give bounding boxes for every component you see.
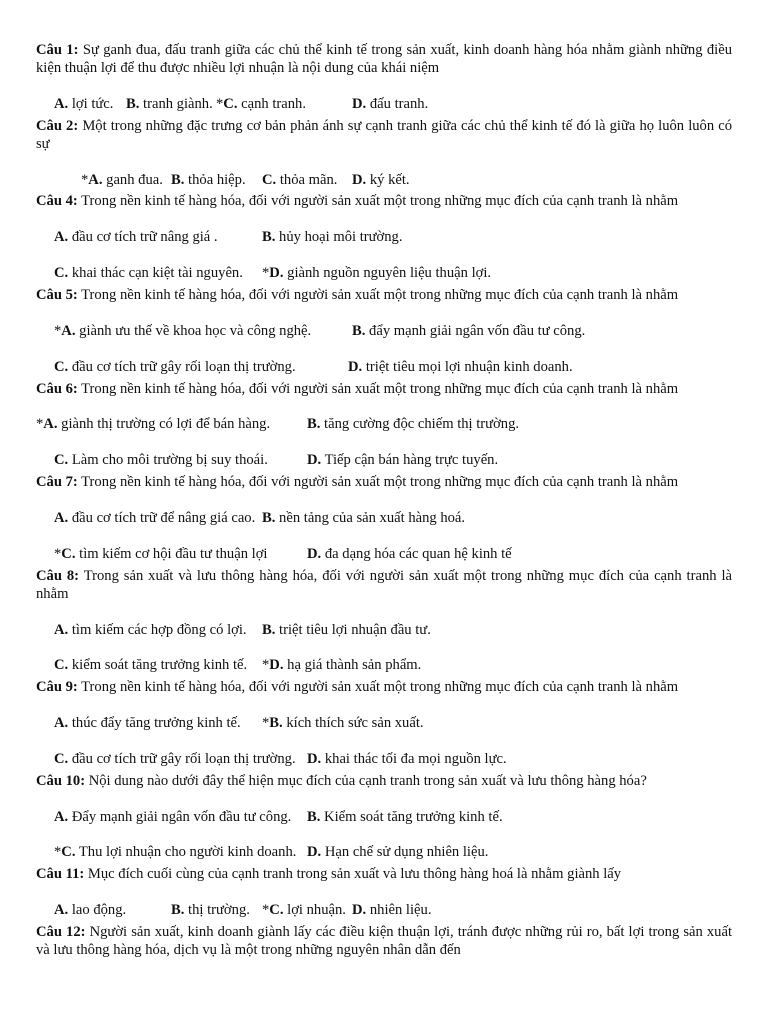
option-4d: *D. giành nguồn nguyên liệu thuận lợi. (262, 265, 492, 281)
option-11d: D. nhiên liệu. (352, 902, 432, 918)
option-8b: B. triệt tiêu lợi nhuận đầu tư. (262, 622, 431, 638)
question-8 (36, 567, 732, 603)
option-9d: D. khai thác tối đa mọi nguồn lực. (307, 751, 507, 767)
question-label: Câu 4: (36, 193, 78, 209)
option-9b: *B. kích thích sức sản xuất. (262, 715, 424, 731)
option-11b: B. thị trường. (171, 902, 250, 918)
question-text: Trong nền kinh tế hàng hóa, đối với người sản xuất một trong những mục đích của cạnh tranh là nhằm (81, 679, 679, 695)
option-1a: A. lợi tức. (54, 96, 114, 112)
option-4c: C. khai thác cạn kiệt tài nguyên. (54, 265, 243, 281)
option-10d: D. Hạn chế sử dụng nhiên liệu. (307, 844, 489, 860)
question-text: Một trong những đặc trưng cơ bản phản ánh sự cạnh tranh giữa các chủ thể kinh tế đó là giữa họ luôn luôn có sự (36, 118, 733, 152)
option-1c: *C. cạnh tranh. (216, 96, 306, 112)
question-4 (36, 192, 732, 210)
option-2a: *A. ganh đua. (81, 172, 163, 188)
option-10a: A. Đẩy mạnh giải ngân vốn đầu tư công. (54, 809, 292, 825)
option-5a: *A. giành ưu thế về khoa học và công nghệ. (54, 323, 312, 339)
option-7a: A. đầu cơ tích trữ để nâng giá cao. (54, 510, 256, 526)
option-1d: D. đấu tranh. (352, 96, 429, 112)
question-label: Câu 8: (36, 568, 80, 584)
question-label: Câu 10: (36, 773, 86, 789)
question-text: Mục đích cuối cùng của cạnh tranh trong sản xuất và lưu thông hàng hoá là nhằm giành lấy (87, 866, 622, 882)
question-11 (36, 865, 732, 883)
option-6c: C. Làm cho môi trường bị suy thoái. (54, 452, 268, 468)
option-10c: *C. Thu lợi nhuận cho người kinh doanh. (54, 844, 297, 860)
question-label: Câu 6: (36, 381, 78, 397)
question-5 (36, 286, 732, 304)
option-4b: B. hủy hoại môi trường. (262, 229, 403, 245)
question-label: Câu 7: (36, 474, 78, 490)
option-9a: A. thúc đẩy tăng trưởng kinh tế. (54, 715, 241, 731)
question-label: Câu 1: (36, 42, 79, 58)
question-text: Trong nền kinh tế hàng hóa, đối với người sản xuất một trong những mục đích của cạnh tranh là nhằm (81, 193, 679, 209)
option-7c: *C. tìm kiếm cơ hội đầu tư thuận lợi (54, 546, 268, 562)
option-7d: D. đa dạng hóa các quan hệ kinh tế (307, 546, 512, 562)
option-5b: B. đẩy mạnh giải ngân vốn đầu tư công. (352, 323, 586, 339)
option-2c: C. thỏa mãn. (262, 172, 338, 188)
option-8d: *D. hạ giá thành sản phẩm. (262, 657, 422, 673)
question-label: Câu 9: (36, 679, 78, 695)
question-label: Câu 5: (36, 287, 78, 303)
option-8c: C. kiểm soát tăng trưởng kinh tế. (54, 657, 248, 673)
option-11a: A. lao động. (54, 902, 127, 918)
question-text: Người sản xuất, kinh doanh giành lấy các điều kiện thuận lợi, tránh được những rủi ro, bất lợi trong sản xuất và lưu thông hàng hóa, dịch vụ là một trong những nguyên nhân dẫn đến (36, 924, 732, 958)
question-2 (36, 117, 732, 153)
question-1 (36, 41, 732, 77)
question-text: Sự ganh đua, đấu tranh giữa các chủ thể kinh tế trong sản xuất, kinh doanh hàng hóa nhằm giành những điều kiện thuận lợi để thu được nhiều lợi nhuận là nội dung của khái niệm (36, 42, 732, 76)
option-1b: B. tranh giành. (126, 96, 213, 112)
question-9 (36, 678, 732, 696)
question-label: Câu 12: (36, 924, 86, 940)
question-text: Trong nền kinh tế hàng hóa, đối với người sản xuất một trong những mục đích của cạnh tranh là nhằm (81, 474, 679, 490)
option-4a: A. đầu cơ tích trữ nâng giá . (54, 229, 218, 245)
question-10 (36, 772, 732, 790)
question-7 (36, 473, 732, 491)
option-9c: C. đầu cơ tích trữ gây rối loạn thị trường. (54, 751, 296, 767)
option-2b: B. thỏa hiệp. (171, 172, 246, 188)
question-text: Trong nền kinh tế hàng hóa, đối với người sản xuất một trong những mục đích của cạnh tranh là nhằm (81, 287, 679, 303)
option-6b: B. tăng cường độc chiếm thị trường. (307, 416, 520, 432)
option-6a: *A. giành thị trường có lợi để bán hàng. (36, 416, 271, 432)
option-6d: D. Tiếp cận bán hàng trực tuyến. (307, 452, 499, 468)
question-label: Câu 2: (36, 118, 79, 134)
option-2d: D. ký kết. (352, 172, 410, 188)
option-7b: B. nền tảng của sản xuất hàng hoá. (262, 510, 466, 526)
option-8a: A. tìm kiếm các hợp đồng có lợi. (54, 622, 247, 638)
option-5d: D. triệt tiêu mọi lợi nhuận kinh doanh. (348, 359, 573, 375)
question-text: Nội dung nào dưới đây thể hiện mục đích của cạnh tranh trong sản xuất và lưu thông hàng hóa? (88, 773, 647, 789)
question-6 (36, 380, 732, 398)
question-12 (36, 923, 732, 959)
question-text: Trong sản xuất và lưu thông hàng hóa, đối với người sản xuất một trong những mục đích của cạnh tranh là nhằm (36, 568, 732, 602)
question-text: Trong nền kinh tế hàng hóa, đối với người sản xuất một trong những mục đích của cạnh tranh là nhằm (81, 381, 679, 397)
question-label: Câu 11: (36, 866, 85, 882)
option-5c: C. đầu cơ tích trữ gây rối loạn thị trường. (54, 359, 296, 375)
option-10b: B. Kiểm soát tăng trưởng kinh tế. (307, 809, 503, 825)
option-11c: *C. lợi nhuận. (262, 902, 346, 918)
